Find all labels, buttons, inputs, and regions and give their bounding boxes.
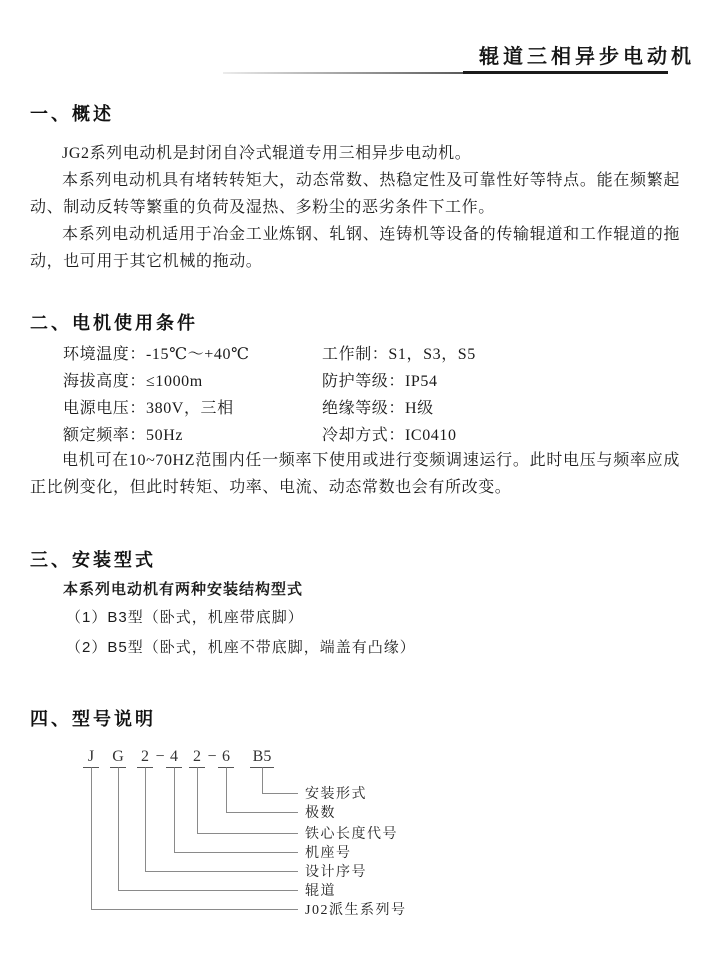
section4-heading: 四、型号说明	[30, 709, 156, 729]
section2-body	[30, 447, 680, 501]
condition-cell: 防护等级：IP54	[322, 373, 438, 390]
header-rule-gradient	[223, 72, 463, 74]
code-segment: G	[112, 748, 124, 765]
callout-label: 机座号	[305, 846, 352, 861]
callout-label: 安装形式	[305, 787, 367, 802]
list-item: （2）B5型（卧式，机座不带底脚，端盖有凸缘）	[66, 639, 416, 656]
callout-label: 辊道	[305, 884, 336, 899]
section1-heading: 一、概述	[30, 104, 114, 124]
condition-cell: 环境温度：-15℃～+40℃	[63, 346, 250, 363]
callout-line	[198, 768, 299, 834]
condition-cell: 工作制：S1，S3，S5	[322, 346, 476, 363]
section2-heading: 二、电机使用条件	[30, 313, 198, 333]
header-rule-solid	[463, 71, 668, 74]
code-segment: 2	[141, 748, 149, 765]
code-dash: −	[155, 748, 165, 765]
conditions-table	[63, 341, 476, 449]
code-dash: −	[207, 748, 217, 765]
code-segment: J	[87, 748, 95, 765]
paragraph: 本系列电动机具有堵转转矩大，动态常数、热稳定性及可靠性好等特点。能在频繁起动、制动反转等繁重的负荷及湿热、多粉尘的恶劣条件下工作。	[30, 172, 680, 216]
section3-intro: 本系列电动机有两种安装结构型式	[63, 581, 304, 598]
list-item: （1）B3型（卧式，机座带底脚）	[66, 609, 304, 626]
paragraph: 本系列电动机适用于冶金工业炼钢、轧钢、连铸机等设备的传输辊道和工作辊道的拖动，也可用于其它机械的拖动。	[30, 226, 680, 270]
condition-cell: 海拔高度：≤1000m	[63, 373, 203, 390]
code-segment: B5	[252, 748, 272, 765]
callout-line	[92, 768, 299, 910]
paragraph: 电机可在10~70HZ范围内任一频率下使用或进行变频调速运行。此时电压与频率应成正比例变化，但此时转矩、功率、电流、动态常数也会有所改变。	[30, 452, 680, 496]
callout-line	[146, 768, 299, 872]
condition-cell: 额定频率：50Hz	[63, 427, 184, 444]
callout-label: 设计序号	[305, 865, 367, 880]
callout-line	[263, 768, 299, 794]
condition-cell: 电源电压：380V，三相	[63, 400, 234, 417]
code-segment: 6	[222, 748, 230, 765]
model-code-diagram	[60, 744, 680, 929]
page-title: 辊道三相异步电动机	[479, 46, 695, 68]
callout-label: 铁心长度代号	[305, 827, 398, 842]
section3-heading: 三、安装型式	[30, 550, 156, 570]
callout-label: 极数	[305, 806, 336, 821]
code-segment: 4	[170, 748, 178, 765]
callout-line	[175, 768, 299, 853]
callout-label: J02派生系列号	[305, 903, 407, 918]
condition-cell: 冷却方式：IC0410	[322, 427, 457, 444]
condition-cell: 绝缘等级：H级	[322, 400, 434, 417]
paragraph: JG2系列电动机是封闭自冷式辊道专用三相异步电动机。	[62, 145, 472, 162]
section1-body	[30, 140, 680, 275]
code-segment: 2	[193, 748, 201, 765]
